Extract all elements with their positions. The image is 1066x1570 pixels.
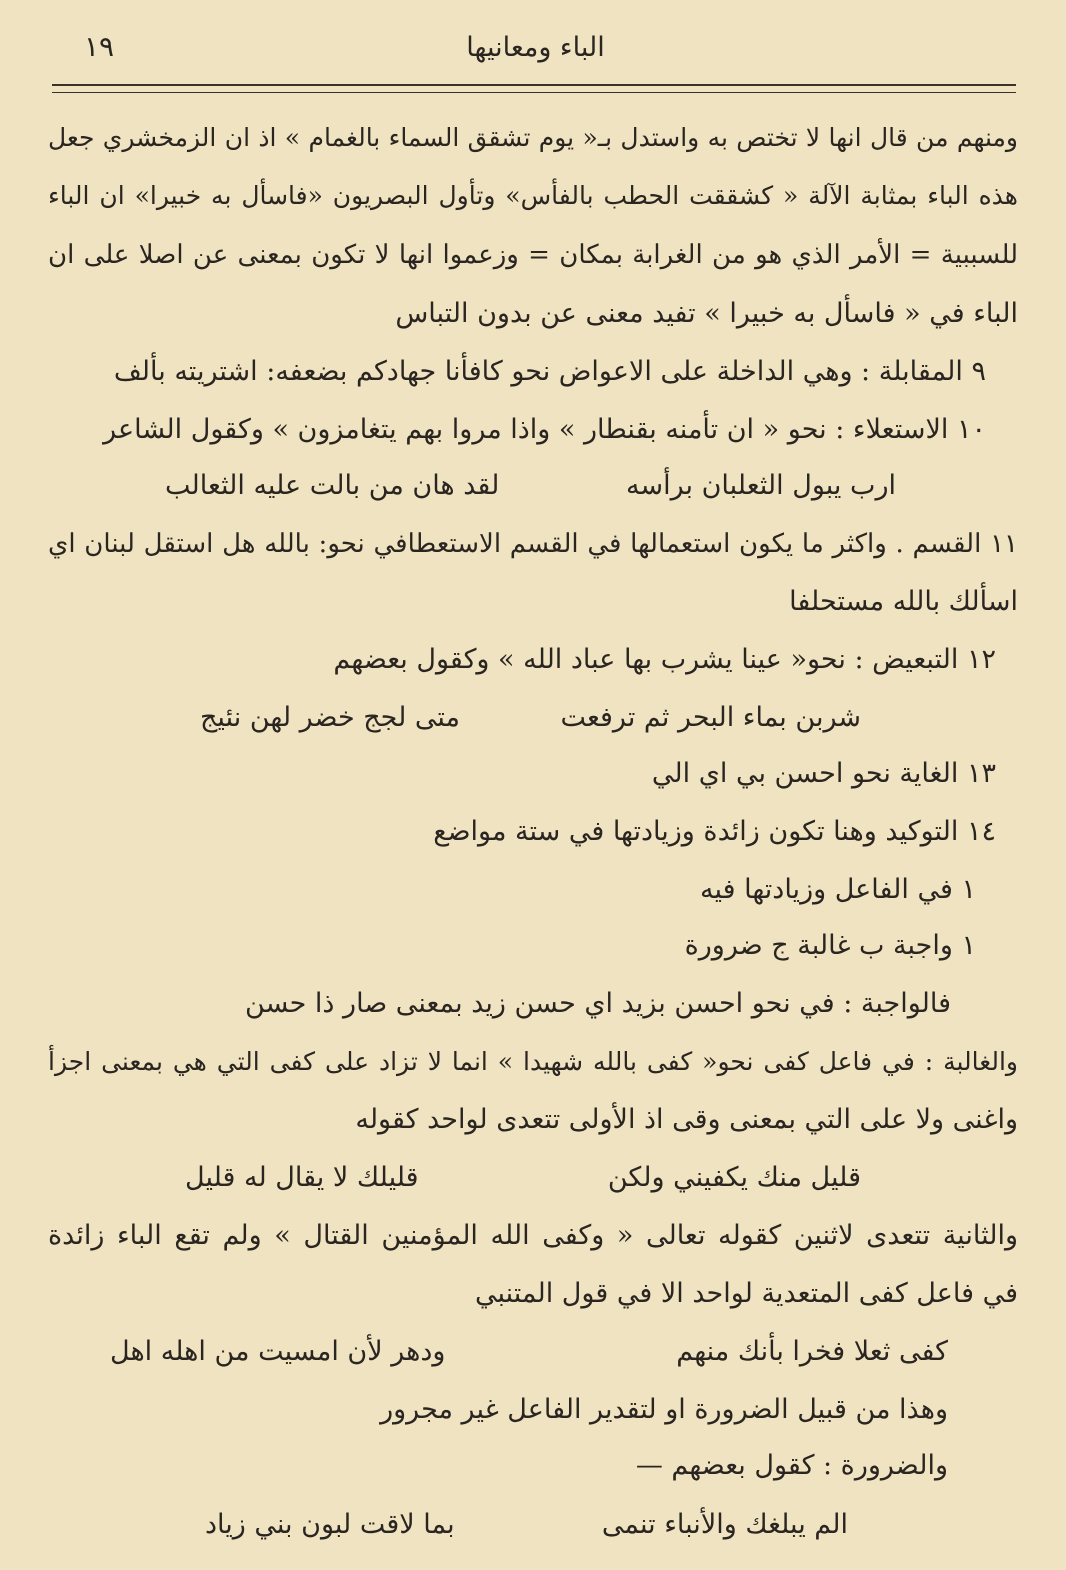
verse-hemistich-first: الم يبلغك والأنباء تنمى (601, 1509, 848, 1540)
text-line: هذه الباء بمثابة الآلة « كشققت الحطب بالفأس» وتأول البصريون «فاسأل به خبيرا» ان الباء (48, 181, 1018, 210)
page-number: ١٩ (84, 30, 115, 63)
text-line: للسببية = الأمر الذي هو من الغرابة بمكان = وزعموا انها لا تكون بمعنى عن اصلا على ان (48, 240, 1018, 270)
verse-hemistich-second: لقد هان من بالت عليه الثعالب (165, 470, 500, 501)
sub-item: ١ في الفاعل وزيادتها فيه (700, 874, 976, 905)
verse-hemistich-first: شربن بماء البحر ثم ترفعت (560, 702, 861, 733)
page-header (60, 28, 1011, 76)
running-title: الباء ومعانيها (466, 32, 605, 63)
numbered-item: ١٣ الغاية نحو احسن بي اي الي (651, 758, 996, 789)
verse-hemistich-second: ودهر لأن امسيت من اهله اهل (110, 1336, 446, 1367)
text-line: والثانية تتعدى لاثنين كقوله تعالى « وكفى الله المؤمنين القتال » ولم تقع الباء زائدة (48, 1220, 1018, 1251)
sub-item: ١ واجبة ب غالبة ج ضرورة (684, 930, 976, 961)
text-line: واغنى ولا على التي بمعنى وقى اذ الأولى تتعدى لواحد كقوله (355, 1104, 1018, 1135)
numbered-item: ١١ القسم . واكثر ما يكون استعمالها في القسم الاستعطافي نحو: بالله هل استقل لبنان اي (48, 529, 1018, 559)
text-line: اسألك بالله مستحلفا (789, 586, 1018, 617)
verse-hemistich-first: كفى ثعلا فخرا بأنك منهم (676, 1336, 948, 1367)
verse-hemistich-first: ارب يبول الثعلبان برأسه (626, 470, 896, 501)
text-line: والغالبة : في فاعل كفى نحو« كفى بالله شهيدا » انما لا تزاد على كفى التي هي بمعنى اجزأ (48, 1047, 1018, 1076)
numbered-item: ١٤ التوكيد وهنا تكون زائدة وزيادتها في ستة مواضع (433, 816, 996, 847)
text-line: الباء في « فاسأل به خبيرا » تفيد معنى عن بدون التباس (395, 298, 1018, 329)
numbered-item: ١٠ الاستعلاء : نحو « ان تأمنه بقنطار » واذا مروا بهم يتغامزون » وكقول الشاعر (103, 414, 986, 445)
verse-hemistich-first: قليل منك يكفيني ولكن (607, 1162, 861, 1193)
text-line: في فاعل كفى المتعدية لواحد الا في قول المتنبي (474, 1278, 1018, 1309)
text-line: فالواجبة : في نحو احسن بزيد اي حسن زيد بمعنى صار ذا حسن (245, 988, 951, 1019)
text-line: ومنهم من قال انها لا تختص به واستدل بـ« يوم تشقق السماء بالغمام » اذ ان الزمخشري جعل (48, 123, 1018, 152)
text-line: والضرورة : كقول بعضهم — (635, 1450, 948, 1481)
verse-hemistich-second: قليلك لا يقال له قليل (185, 1162, 419, 1193)
verse-hemistich-second: بما لاقت لبون بني زياد (205, 1509, 455, 1540)
verse-hemistich-second: متى لجج خضر لهن نئيج (200, 702, 460, 733)
numbered-item: ١٢ التبعيض : نحو« عينا يشرب بها عباد الله » وكقول بعضهم (333, 644, 996, 675)
header-rule (52, 84, 1016, 93)
numbered-item: ٩ المقابلة : وهي الداخلة على الاعواض نحو كافأنا جهادكم بضعفه: اشتريته بألف (113, 356, 986, 387)
text-line: وهذا من قبيل الضرورة او لتقدير الفاعل غير مجرور (380, 1394, 948, 1425)
